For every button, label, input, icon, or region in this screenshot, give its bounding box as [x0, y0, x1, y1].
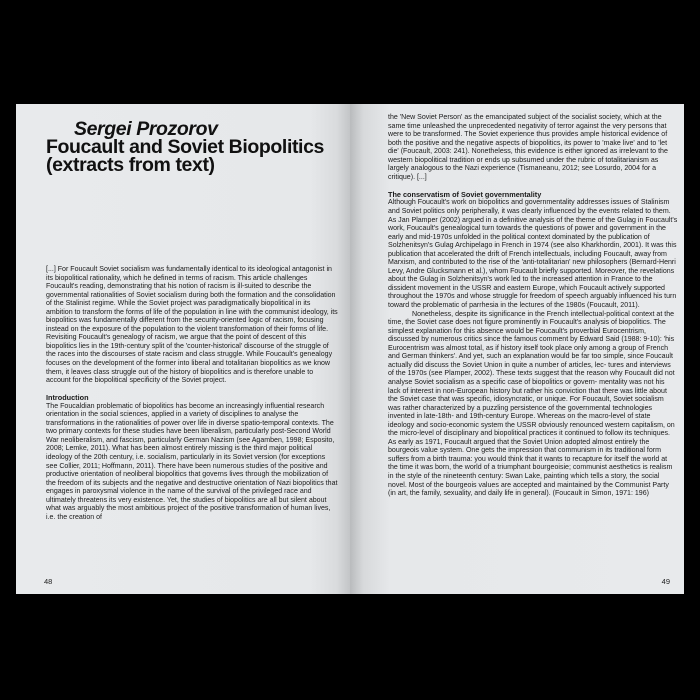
page-number-left: 48 — [44, 577, 53, 586]
article-title-block — [46, 120, 336, 174]
right-body-text — [388, 114, 678, 499]
introduction-paragraph: The Foucaldian problematic of biopolitics has become an increasingly influential research orientation in the social sciences, applied in a variety of disciplines to analyse the transformations in the rationalities of power over life in diverse spatio-temporal contexts. The two primary contexts for these studies have been liberalism, particularly post-Second World War neoliberalism, and fascism, particularly German Nazism (see Agamben, 1998; Esposito, 2008; Lemke, 2011). What has been almost entirely missing is the third major political ideology of the 20th century, i.e. socialism, particularly in its Soviet version (for exceptions see Collier, 2011; Hoffmann, 2011). There have been numerous studies of the positive and productive orientation of neoliberal biopolitics that governs lives through the mobilization of the freedom of its subjects and the negative and destructive orientation of Nazi biopolitics that engages in paroxysmal violence in the name of the survival of the privileged race and ultimately threatens its very existence. Yet, the studies of biopolitics are all but silent about what was arguably the most ambitious project of the positive transformation of human lives, i.e. the creation of — [46, 402, 338, 521]
section-heading-introduction: Introduction — [46, 393, 89, 403]
left-body-text — [46, 266, 338, 522]
continuation-paragraph: the 'New Soviet Person' as the emancipated subject of the socialist society, which at the same time unleashed the unprecedented negativity of terror against the very persons that were to be transformed. The Soviet experience thus provides ample historical evidence of both the positive and the negative aspects of biopolitics, its power to 'make live' and to 'let die' (Foucault, 2003: 241). Nonetheless, this evidence is either ignored as irrelevant to the western biopolitical tradition or ends up subsumed under the rubric of totalitarianism as largely analogous to the Nazi experience (Tismaneanu, 2012; see Losurdo, 2004 for a critique). [...] — [388, 114, 668, 181]
author-name: Sergei Prozorov — [74, 118, 218, 140]
paragraph-gap — [46, 386, 338, 395]
left-page — [16, 104, 350, 594]
abstract-paragraph: [...] For Foucault Soviet socialism was fundamentally identical to its ideological antagonist in its biopolitical rationality, which he defined in terms of racism. This article challenges Foucault's reading, demonstrating that his notion of racism is ill-suited to describe the governmental rationalities of Soviet socialism during both the formation and the consolidation of the Stalinist regime. While the Soviet project was paradigmatically biopolitical in its ambition to transform the forms of life of the population in line with the communist ideology, its biopolitics was fundamentally different from the security-oriented logic of racism, focusing instead on the exposure of the population to the violent transformation of their forms of life. Revisiting Foucault's genealogy of racism, we argue that the point of descent of this biopolitics lies in the 19th-century split of the 'counter-historical' discourse of the struggle of the races into the discourses of state racism and class struggle. While Foucault's genealogy focuses on the development of the former into liberal and totalitarian biopolitics as we know them, it leaves class struggle out of the history of biopolitics and is therefore unable to account for the biopolitical specificity of the Soviet project. — [46, 266, 338, 385]
section-paragraph-2: Nonetheless, despite its significance in the French intellectual-political context at the time, the Soviet case does not figure prominently in Foucault's analysis of biopolitics. The simplest explanation for this absence would be Foucault's proverbial Eurocentrism, discussed by numerous critics since the famous comment by Edward Said (1988: 9-10): 'his Eurocentrism was almost total, as if history itself took place only among a group of French and German thinkers'. And yet, such an explanation would be far too simple, since Foucault actually did discuss the Soviet Union in quite a number of articles, lec- tures and interviews of the 1970s (see Plamper, 2002). These texts suggest that the reason why Foucault did not analyse Soviet socialism as a specific case of biopolitics or govern- mentality was not his lack of interest in non-European history but rather his conviction that there was little about the Soviet case that was specific, idiosyncratic, or unique. For Foucault, Soviet socialism was rather characterized by a puzzling persistence of the governmental technologies invented in late-18th- and 19th-century Europe. Whereas on the macro-level of state ideology and socio-economic system the USSR obviously renounced western capitalism, on the micro-level of disciplinary and biopolitical practices it continued to follow its techniques. As early as 1971, Foucault argued that the Soviet Union adopted almost entirely the bourgeois value system. One gets the impression that communism in its traditional form suffers from a birth trauma: you would think that it wants to recapture for itself the world at the time it was born, the world of a triumphant bourgeoisie; communist aesthetics is realism in the style of the nineteenth century: Swan Lake, painting which tells a story, the social novel. Most of the bourgeois values are accepted and maintained by the Communist Party (in art, the family, sexuality, and daily life in general). (Foucault in Simon, 1971: 196) — [388, 310, 675, 498]
section-heading-conservatism: The conservatism of Soviet governmentality — [388, 189, 542, 199]
section-paragraph-1: Although Foucault's work on biopolitics and governmentality addresses issues of Stalinism and Soviet politics only peripherally, it was clearly influenced by the events related to them. As Jan Plamper (2002) argued in a definitive analysis of the theme of the Gulag in Foucault's work, Foucault's genealogical turn towards the questions of power and government in the early and mid-1970s unfolded in the political context dominated by the publication of Solzhenitsyn's Gulag Archipelago in French in 1974 (see also Kharkhordin, 2001). It was this publication that accelerated the drift of French intellectuals, including Foucault, away from Marxism, and contributed to the rise of the 'anti-totalitarian' new philosophers (Bernard-Henri Levy, Andre Glucksmann et al.), whom Foucault briefly supported. Moreover, the revelations about the Gulag in Solzhenitsyn's work led to the increased attention in France to the dissident movement in the USSR and eastern Europe, which Foucault actively supported throughout the 1970s and whose struggle for freedom of speech arguably influenced his turn toward the problematic of parrhesia in the lectures of the 1980s (Foucault, 2011). — [388, 199, 678, 310]
right-page — [350, 104, 684, 594]
page-number-right: 49 — [661, 577, 670, 586]
article-title: Foucault and Soviet Biopolitics (extracts from text) — [46, 136, 324, 176]
